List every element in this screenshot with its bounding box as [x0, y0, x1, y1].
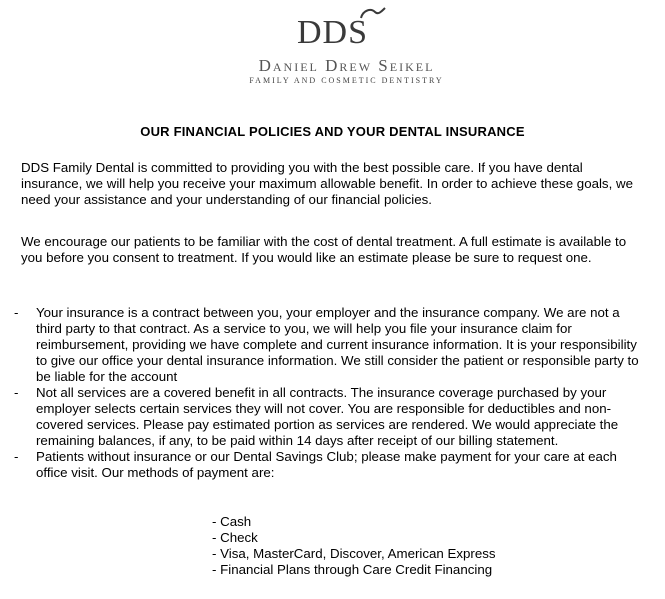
payment-method: - Cash — [212, 514, 252, 529]
payment-method: - Visa, MasterCard, Discover, American Express — [212, 546, 496, 561]
list-item — [14, 449, 646, 481]
list-item-text: Your insurance is a contract between you, your employer and the insurance company. We are not a third party to that contract. As a service to you, we will help you file your insurance claim for reimbursement, providing we have complete and current insurance information. It is your responsibility to give our office your dental insurance information. We still consider the patient or responsible party to be liable for the account — [36, 305, 639, 384]
list-item — [14, 385, 646, 449]
logo-mark — [297, 14, 368, 52]
practice-name: Daniel Drew Seikel — [258, 56, 435, 75]
estimate-paragraph: We encourage our patients to be familiar with the cost of dental treatment. A full estimate is available to you before you consent to treatment. If you would like an estimate please be sure to request one. — [21, 234, 627, 265]
practice-tagline: FAMILY AND COSMETIC DENTISTRY — [249, 76, 444, 85]
practice-logo — [0, 14, 665, 86]
list-item-text: Not all services are a covered benefit in all contracts. The insurance coverage purchased by your employer selects certain services they will not cover. You are responsible for deductibles and non-covered services. Please pay estimated portion as services are rendered. We would appreciate the remaining balances, if any, to be paid within 14 days after receipt of our billing statement. — [36, 385, 619, 448]
payment-method: - Check — [212, 530, 258, 545]
bullet-marker: - — [14, 305, 19, 320]
bullet-marker: - — [14, 385, 19, 400]
list-item — [14, 305, 646, 385]
list-item-text: Patients without insurance or our Dental Savings Club; please make payment for your care at each office visit. Our methods of payment are: — [36, 449, 617, 480]
logo-mark-text: DDS — [296, 14, 369, 51]
page-title: OUR FINANCIAL POLICIES AND YOUR DENTAL INSURANCE — [140, 124, 525, 139]
payment-method: - Financial Plans through Care Credit Financing — [212, 562, 493, 577]
intro-paragraph: DDS Family Dental is committed to providing you with the best possible care. If you have dental insurance, we will help you receive your maximum allowable benefit. In order to achieve these goals, we need your assistance and your understanding of our financial policies. — [21, 160, 633, 207]
policy-list — [14, 305, 646, 481]
tooth-icon — [359, 6, 387, 26]
bullet-marker: - — [14, 449, 19, 464]
payment-methods-list — [212, 514, 496, 578]
